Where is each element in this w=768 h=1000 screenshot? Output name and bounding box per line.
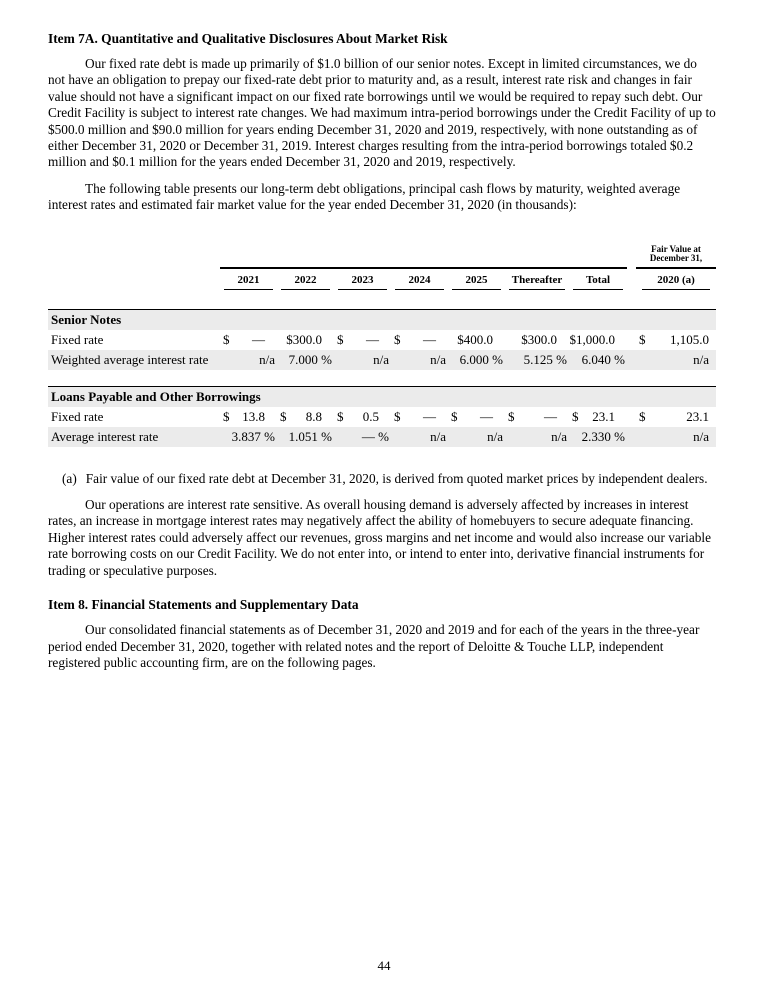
cell-fair-value bbox=[636, 407, 716, 427]
cell-value: 13.8 bbox=[242, 409, 265, 425]
dollar-sign: $ bbox=[572, 409, 579, 425]
column-header-fair-value-2020: 2020 (a) bbox=[636, 268, 716, 296]
cell-fair-value bbox=[636, 350, 716, 370]
item7a-paragraph-1: Our fixed rate debt is made up primarily of $1.0 billion of our senior notes. Except in limited circumstances, we do not have an obligation to prepay our fixed-rate debt prior to maturity and, as a result, interest rate risk and changes in fair value should not have a significant impact on our fixed rate borrowings until we would be required to repay such debt. Our Credit Facility is subject to interest rate changes. We had maximum intra-period borrowings under the Credit Facility of up to $500.0 million and $90.0 million for years ending December 31, 2020 and 2019, respectively, with none outstanding as of either December 31, 2020 or December 31, 2019. Interest charges resulting from the intra-period borrowings totaled $0.2 million and $0.1 million for the years ended December 31, 2020 and 2019, respectively. bbox=[48, 56, 716, 170]
column-header-2023: 2023 bbox=[334, 268, 391, 296]
cell-value: $300.0 bbox=[521, 332, 557, 348]
dollar-sign: $ bbox=[639, 409, 646, 425]
dollar-sign: $ bbox=[394, 332, 401, 348]
table-row-loans-average-rate bbox=[48, 427, 716, 447]
cell-value: 6.000 % bbox=[459, 352, 503, 368]
column-header-2021: 2021 bbox=[220, 268, 277, 296]
item7a-paragraph-2: The following table presents our long-term debt obligations, principal cash flows by maturity, weighted average interest rates and estimated fair market value for the year ended December 31, 2020 (in thousands): bbox=[48, 180, 681, 213]
cell-thereafter bbox=[505, 427, 569, 447]
cell-2024 bbox=[391, 407, 448, 427]
cell-value: — % bbox=[361, 429, 389, 445]
section-title: Loans Payable and Other Borrowings bbox=[48, 386, 716, 407]
section-row-senior-notes bbox=[48, 309, 716, 330]
dollar-sign: $ bbox=[337, 409, 344, 425]
cell-2023 bbox=[334, 427, 391, 447]
row-label: Average interest rate bbox=[48, 427, 220, 447]
column-header-2024: 2024 bbox=[391, 268, 448, 296]
cell-2022 bbox=[277, 350, 334, 370]
column-header-row bbox=[48, 268, 716, 296]
cell-value: n/a bbox=[430, 352, 446, 368]
fair-value-column-header bbox=[636, 236, 716, 268]
dollar-sign: $ bbox=[639, 332, 646, 348]
cell-value: 5.125 % bbox=[523, 352, 567, 368]
fair-value-header-line2: December 31, bbox=[649, 253, 703, 264]
cell-2025 bbox=[448, 407, 505, 427]
header-gap-row bbox=[48, 296, 716, 310]
table-row-loans-fixed-rate bbox=[48, 407, 716, 427]
item7a-paragraph-3: Our operations are interest rate sensitive. As overall housing demand is adversely affected by increases in interest rates, an increase in mortgage interest rates may negatively affect the ability of homebuyers to secure adequate financing. Higher interest rates could adversely affect our revenues, gross margins and net income and would also increase our variable rate borrowing costs on our Credit Facility. We do not enter into, or intend to enter into, derivative financial instruments for trading or speculative purposes. bbox=[48, 497, 712, 578]
cell-value: — bbox=[252, 332, 265, 348]
footnote-a bbox=[48, 471, 716, 487]
table-row-senior-fixed-rate bbox=[48, 330, 716, 350]
cell-2023 bbox=[334, 330, 391, 350]
cell-total bbox=[569, 427, 627, 447]
item8-paragraph-1: Our consolidated financial statements as of December 31, 2020 and 2019 and for each of the years in the three-year period ended December 31, 2020, together with related notes and the report of Deloitte & Touche LLP, independent registered public accounting firm, are on the following pages. bbox=[48, 622, 700, 670]
cell-value: — bbox=[423, 332, 436, 348]
column-header-thereafter: Thereafter bbox=[505, 268, 569, 296]
cell-value: 1.051 % bbox=[288, 429, 332, 445]
cell-thereafter bbox=[505, 407, 569, 427]
section-row-loans-payable bbox=[48, 386, 716, 407]
cell-2022 bbox=[277, 330, 334, 350]
cell-2022 bbox=[277, 407, 334, 427]
cell-value: 1,105.0 bbox=[670, 332, 709, 348]
cell-thereafter bbox=[505, 330, 569, 350]
dollar-sign: $ bbox=[508, 409, 515, 425]
dollar-sign: $ bbox=[394, 409, 401, 425]
cell-2022 bbox=[277, 427, 334, 447]
cell-value: n/a bbox=[551, 429, 567, 445]
cell-value: $400.0 bbox=[457, 332, 493, 348]
cell-2024 bbox=[391, 427, 448, 447]
row-label: Weighted average interest rate bbox=[48, 350, 220, 370]
column-header-total: Total bbox=[569, 268, 627, 296]
dollar-sign: $ bbox=[451, 409, 458, 425]
item7a-heading: Item 7A. Quantitative and Qualitative Disclosures About Market Risk bbox=[48, 31, 448, 46]
cell-value: n/a bbox=[259, 352, 275, 368]
row-label: Fixed rate bbox=[51, 332, 104, 348]
group-gap-row bbox=[48, 370, 716, 387]
cell-2021 bbox=[220, 407, 277, 427]
cell-value: 3.837 % bbox=[231, 429, 275, 445]
cell-2024 bbox=[391, 350, 448, 370]
fair-value-header-row bbox=[48, 236, 716, 268]
cell-value: $1,000.0 bbox=[569, 332, 615, 348]
long-term-debt-table bbox=[48, 236, 716, 447]
dollar-sign: $ bbox=[280, 409, 287, 425]
cell-fair-value bbox=[636, 427, 716, 447]
cell-value: 7.000 % bbox=[288, 352, 332, 368]
table-row-senior-weighted-avg-rate bbox=[48, 350, 716, 370]
cell-value: 0.5 bbox=[362, 409, 379, 425]
dollar-sign: $ bbox=[223, 332, 230, 348]
cell-value: $300.0 bbox=[286, 332, 322, 348]
cell-value: n/a bbox=[373, 352, 389, 368]
cell-total bbox=[569, 350, 627, 370]
cell-2021 bbox=[220, 350, 277, 370]
cell-fair-value bbox=[636, 330, 716, 350]
fair-value-header-line1: Fair Value at bbox=[651, 243, 701, 254]
item8-heading: Item 8. Financial Statements and Supplementary Data bbox=[48, 597, 359, 613]
cell-2025 bbox=[448, 330, 505, 350]
cell-2021 bbox=[220, 427, 277, 447]
cell-2023 bbox=[334, 350, 391, 370]
column-header-2025: 2025 bbox=[448, 268, 505, 296]
section-title: Senior Notes bbox=[48, 309, 716, 330]
cell-2024 bbox=[391, 330, 448, 350]
cell-2021 bbox=[220, 330, 277, 350]
column-header-2022: 2022 bbox=[277, 268, 334, 296]
cell-total bbox=[569, 407, 627, 427]
cell-value: — bbox=[544, 409, 557, 425]
cell-thereafter bbox=[505, 350, 569, 370]
cell-total bbox=[569, 330, 627, 350]
footnote-label: (a) bbox=[62, 470, 77, 486]
cell-2023 bbox=[334, 407, 391, 427]
dollar-sign: $ bbox=[337, 332, 344, 348]
cell-2025 bbox=[448, 350, 505, 370]
cell-value: n/a bbox=[430, 429, 446, 445]
cell-value: 8.8 bbox=[305, 409, 322, 425]
cell-value: 23.1 bbox=[686, 409, 709, 425]
page-number: 44 bbox=[377, 958, 391, 973]
cell-value: 2.330 % bbox=[581, 429, 625, 445]
cell-value: — bbox=[366, 332, 379, 348]
cell-value: n/a bbox=[693, 352, 709, 368]
cell-2025 bbox=[448, 427, 505, 447]
cell-value: 6.040 % bbox=[581, 352, 625, 368]
cell-value: n/a bbox=[487, 429, 503, 445]
footnote-text: Fair value of our fixed rate debt at December 31, 2020, is derived from quoted market prices by independent dealers. bbox=[85, 470, 708, 486]
cell-value: — bbox=[423, 409, 436, 425]
cell-value: 23.1 bbox=[592, 409, 615, 425]
cell-value: — bbox=[480, 409, 493, 425]
cell-value: n/a bbox=[693, 429, 709, 445]
row-label: Fixed rate bbox=[51, 409, 104, 425]
dollar-sign: $ bbox=[223, 409, 230, 425]
